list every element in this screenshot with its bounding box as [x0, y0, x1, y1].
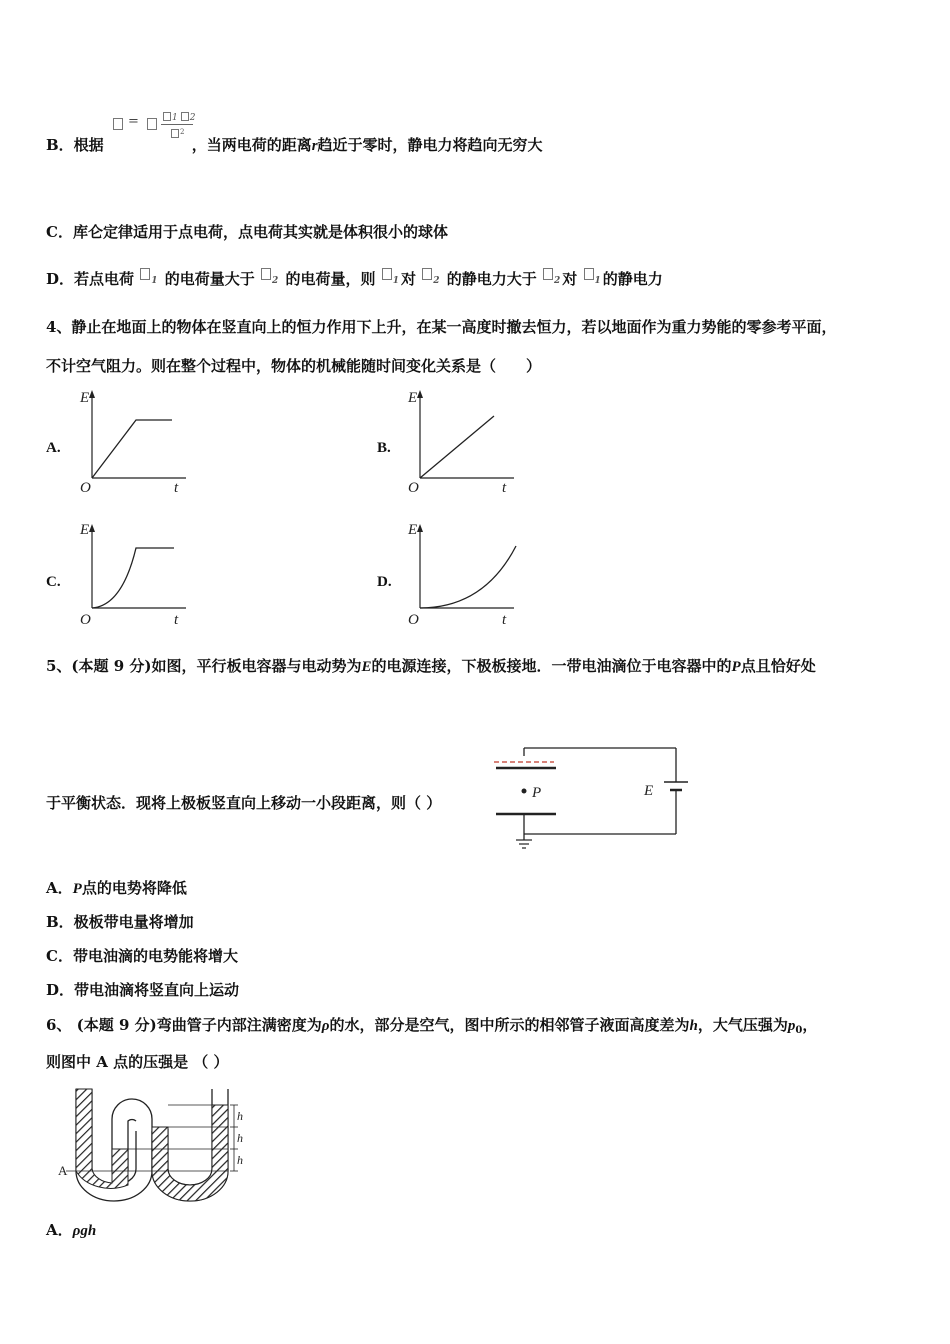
x-axis-label: t: [502, 612, 507, 628]
height-h-label-3: h: [237, 1153, 243, 1167]
q6-option-a[interactable]: A．ρgh: [46, 1221, 97, 1239]
q6-stem-line2: 则图中 A 点的压强是 （ ）: [46, 1053, 229, 1071]
q3-option-b[interactable]: B．根据 ，当两电荷的距离r趋近于零时，静电力将趋向无穷大: [46, 136, 543, 154]
origin-label: O: [408, 480, 419, 496]
q4-graph-b[interactable]: [402, 386, 522, 498]
origin-label: O: [80, 480, 91, 496]
q3-option-d[interactable]: D．若点电荷 1 的电荷量大于 2 的电荷量，则 1 对 2 的静电力大于 2 对 1 的静电力: [46, 270, 663, 288]
q4-option-c-label[interactable]: C.: [46, 574, 61, 590]
x-axis-label: t: [174, 612, 179, 628]
height-h-label-1: h: [237, 1109, 243, 1123]
q4-stem-line1: 4、静止在地面上的物体在竖直向上的恒力作用下上升，在某一高度时撤去恒力，若以地面作为重力势能的零参考平面，: [46, 318, 837, 336]
q4-option-a-label[interactable]: A.: [46, 440, 61, 456]
origin-label: O: [408, 612, 419, 628]
q3-option-c[interactable]: C．库仑定律适用于点电荷，点电荷其实就是体积很小的球体: [46, 223, 448, 241]
q4-option-d-label[interactable]: D.: [377, 574, 392, 590]
emf-label: E: [644, 783, 654, 799]
y-axis-label: E: [408, 522, 418, 538]
q4-stem-line2: 不计空气阻力。则在整个过程中，物体的机械能随时间变化关系是（ ）: [46, 357, 542, 375]
y-axis-label: E: [408, 390, 418, 406]
q5-option-c[interactable]: C．带电油滴的电势能将增大: [46, 947, 238, 965]
q6-bent-tube-diagram: [56, 1085, 246, 1207]
height-h-label-2: h: [237, 1131, 243, 1145]
x-axis-label: t: [502, 480, 507, 496]
point-p-label: P: [532, 785, 542, 801]
point-a-label: A: [58, 1163, 68, 1178]
q5-stem-line1: 5、(本题 9 分)如图，平行板电容器与电动势为E的电源连接，下极板接地．一带电油滴位于电容器中的P点且恰好处: [46, 657, 816, 675]
formula-denominator: 2: [170, 128, 184, 141]
q5-stem-line2: 于平衡状态．现将上极板竖直向上移动一小段距离，则（ ）: [46, 794, 442, 812]
q4-option-b-label[interactable]: B.: [377, 440, 391, 456]
q5-option-b[interactable]: B．极板带电量将增加: [46, 913, 194, 931]
q6-stem-line1: 6、 (本题 9 分)弯曲管子内部注满密度为ρ的水，部分是空气，图中所示的相邻管子液面高度差为h，大气压强为$p_0$，: [46, 1016, 818, 1036]
y-axis-label: E: [80, 390, 90, 406]
q4-graph-a[interactable]: [74, 386, 194, 498]
q4-graph-c[interactable]: [74, 520, 194, 632]
y-axis-label: E: [80, 522, 90, 538]
x-axis-label: t: [174, 480, 179, 496]
q4-graph-d[interactable]: [402, 520, 522, 632]
q5-option-a[interactable]: A．P点的电势将降低: [46, 879, 187, 897]
q5-option-d[interactable]: D．带电油滴将竖直向上运动: [46, 981, 240, 999]
formula-fraction-bar: [161, 124, 193, 125]
formula-equals: =: [128, 114, 139, 129]
origin-label: O: [80, 612, 91, 628]
formula-numerator: 1 2: [162, 112, 197, 124]
q5-capacitor-circuit-diagram: [486, 744, 696, 860]
